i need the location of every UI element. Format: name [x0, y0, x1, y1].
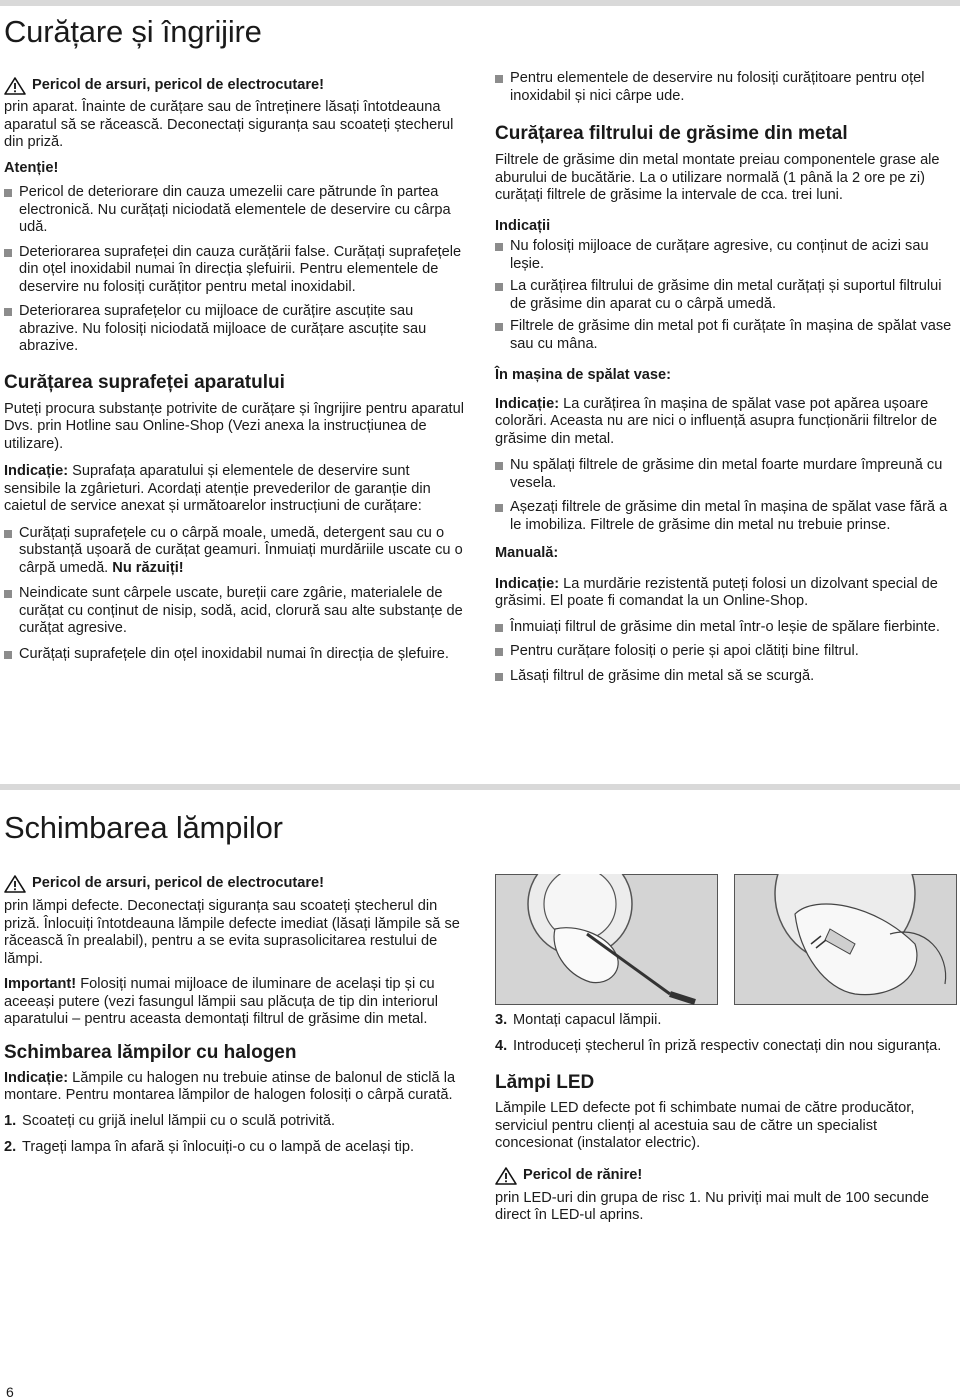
warning-text: prin lămpi defecte. Deconectați siguranța sau scoateți ștecherul din priză. Înlocuiți întotdeauna lămpile defecte imediat (lăsați lămpile să se răcească în prealabil), pentru a se evita suprasolicitarea restului de lămpi. — [4, 898, 460, 967]
led-heading: Lămpi LED — [495, 1072, 595, 1093]
indications-label: Indicații — [495, 217, 551, 234]
halogen-heading: Schimbarea lămpilor cu halogen — [4, 1041, 297, 1063]
list-item: Curățați suprafețele din oțel inoxidabil numai în direcția de șlefuire. — [4, 646, 466, 664]
list-item: 2. Trageți lampa în afară și înlocuiți-o cu o lampă de același tip. — [4, 1139, 415, 1155]
warning-title: Pericol de arsuri, pericol de electrocutare! — [32, 875, 324, 892]
surface-list — [4, 525, 466, 664]
list-item: 4. Introduceți ștecherul în priză respectiv conectați din nou siguranța. — [495, 1037, 942, 1054]
list-item: Pentru elementele de deservire nu folosiți curățitoare pentru oțel inoxidabil și nici cârpe ude. — [495, 70, 957, 105]
lamp-change-section — [4, 790, 466, 1157]
list-item: 3. Montați capacul lămpii. — [495, 1012, 662, 1028]
warning-triangle-icon — [495, 1167, 517, 1185]
square-bullet-icon — [4, 189, 12, 197]
square-bullet-icon — [495, 243, 503, 251]
filter-cleaning-heading: Curățarea filtrului de grăsime din metal — [495, 123, 848, 144]
manual-note: Indicație: La murdărie rezistentă puteți folosi un dizolvant special de grăsimi. El poate fi comandat la un Online-Shop. — [495, 575, 938, 609]
list-item: Nu folosiți mijloace de curățare agresive, cu conținut de acizi sau leșie. — [495, 238, 957, 273]
warning-text: prin LED-uri din grupa de risc 1. Nu priviți mai mult de 100 secunde direct în LED-ul aprins. — [495, 1189, 929, 1223]
list-item: Curățați suprafețele cu o cârpă moale, umedă, detergent sau cu o substanță ușoară de curățat geamuri. Înmuiați murdăriile uscate cu o cârpă umedă. Nu răzuiți! — [4, 525, 466, 578]
list-item: Deteriorarea suprafețelor cu mijloace de curățire ascuțite sau abrazive. Nu folosiți niciodată mijloace de curățare ascuțite sau abrazive. — [4, 303, 466, 356]
lamp-illustration — [495, 874, 957, 1005]
list-item: 1. Scoateți cu grijă inelul lămpii cu o sculă potrivită. — [4, 1112, 336, 1129]
top-list — [495, 70, 957, 105]
square-bullet-icon — [495, 462, 503, 470]
warning-header — [495, 1167, 957, 1185]
list-item: Pentru curățare folosiți o perie și apoi clătiți bine filtrul. — [495, 643, 957, 661]
surface-cleaning-heading: Curățarea suprafeței aparatului — [4, 371, 285, 393]
square-bullet-icon — [4, 590, 12, 598]
warning-text: prin aparat. Înainte de curățare sau de întreținere lăsați întotdeauna aparatul să se răcească. Deconectați siguranța sau scoateți ștecherul din priză. — [4, 99, 454, 150]
cleaning-section — [4, 6, 466, 663]
list-item: Pericol de deteriorare din cauza umezelii care pătrunde în partea electronică. Nu curățați niciodată elementele de deservire cu cârpa udă. — [4, 184, 466, 237]
halogen-steps — [4, 1113, 466, 1157]
list-item: La curățirea filtrului de grăsime din metal curățați și suportul filtrului de grăsime din aparat cu o cârpă umedă. — [495, 278, 957, 313]
square-bullet-icon — [495, 75, 503, 83]
list-item: Așezați filtrele de grăsime din metal în mașina de spălat vase fără a le imobiliza. Filtrele de grăsime din metal nu trebuie prinse. — [495, 499, 957, 534]
square-bullet-icon — [495, 648, 503, 656]
filter-text: Filtrele de grăsime din metal montate preiau componentele grase ale aburului de bucătărie. La o utilizare normală (1 până la 2 ore pe zi) curățați filtrele de grăsime la intervale de cca. trei luni. — [495, 152, 940, 203]
surface-note: Indicație: Suprafața aparatului și elementele de deservire sunt sensibile la zgârieturi. Acordați atenție prevederilor de garanție din caietul de service anexat și următoarelor instrucțiuni de curățare: — [4, 463, 431, 514]
important-note: Important! Folosiți numai mijloace de iluminare de același tip și cu aceeași putere (vezi fasungul lămpii sau plăcuța de tip din interiorul aparatului – pentru aceasta demontați filtrul de grăsime din metal. — [4, 976, 439, 1027]
warning-title: Pericol de rănire! — [523, 1166, 643, 1183]
led-text: Lămpile LED defecte pot fi schimbate numai de către producător, serviciul pentru clienți al acestuia sau de către un specialist concesionat (instalator electric). — [495, 1100, 915, 1151]
list-item: Lăsați filtrul de grăsime din metal să se scurgă. — [495, 668, 957, 686]
list-item: Filtrele de grăsime din metal pot fi curățate în mașina de spălat vase sau cu mâna. — [495, 318, 957, 353]
dishwasher-label: În mașina de spălat vase: — [495, 367, 672, 383]
square-bullet-icon — [4, 249, 12, 257]
section-title: Curățare și îngrijire — [4, 14, 262, 49]
list-item: Deteriorarea suprafeței din cauza curățării false. Curățați suprafețele din oțel inoxidabil numai în direcția șlefuirii. Pentru elementele de deservire nu folosiți curățitor pentru metal inoxidabil. — [4, 244, 466, 297]
list-item: Nu spălați filtrele de grăsime din metal foarte murdare împreună cu vesela. — [495, 457, 957, 492]
surface-text: Puteți procura substanțe potrivite de curățare și îngrijire pentru aparatul Dvs. prin Hotline sau Online-Shop (Vezi anexa la instrucțiunea de utilizare). — [4, 400, 464, 452]
list-item: Neindicate sunt cârpele uscate, bureții care zgârie, materialele de curățat cu conținut de nisip, sodă, acid, clorură sau alte substanțe de curățat agresive. — [4, 585, 466, 638]
square-bullet-icon — [495, 283, 503, 291]
square-bullet-icon — [4, 651, 12, 659]
lamp-removal-figure — [495, 874, 957, 1005]
attention-label: Atenție! — [4, 159, 59, 176]
manual-list — [495, 619, 957, 686]
dishwasher-note: Indicație: La curățirea în mașina de spălat vase pot apărea ușoare colorări. Aceasta nu are nici o influență asupra funcționării filtrelor de grăsime din metal. — [495, 395, 938, 447]
lamp-steps-continued — [495, 1012, 957, 1055]
warning-title: Pericol de arsuri, pericol de electrocutare! — [32, 77, 324, 94]
page-number: 6 — [6, 1384, 14, 1400]
warning-header — [4, 875, 466, 893]
warning-header — [4, 77, 466, 95]
filter-section — [495, 70, 957, 685]
square-bullet-icon — [4, 530, 12, 538]
warning-triangle-icon — [4, 875, 26, 893]
led-section — [495, 1012, 957, 1225]
square-bullet-icon — [495, 323, 503, 331]
dishwasher-list — [495, 457, 957, 534]
warning-triangle-icon — [4, 77, 26, 95]
attention-list — [4, 184, 466, 356]
manual-label: Manuală: — [495, 545, 559, 561]
halogen-note: Indicație: Lămpile cu halogen nu trebuie atinse de balonul de sticlă la montare. Pentru montarea lămpilor de halogen folosiți o cârpă curată. — [4, 1069, 456, 1103]
indications-list — [495, 238, 957, 353]
square-bullet-icon — [4, 308, 12, 316]
section-title: Schimbarea lămpilor — [4, 810, 283, 845]
square-bullet-icon — [495, 504, 503, 512]
square-bullet-icon — [495, 673, 503, 681]
square-bullet-icon — [495, 624, 503, 632]
list-item: Înmuiați filtrul de grăsime din metal într-o leșie de spălare fierbinte. — [495, 619, 957, 637]
